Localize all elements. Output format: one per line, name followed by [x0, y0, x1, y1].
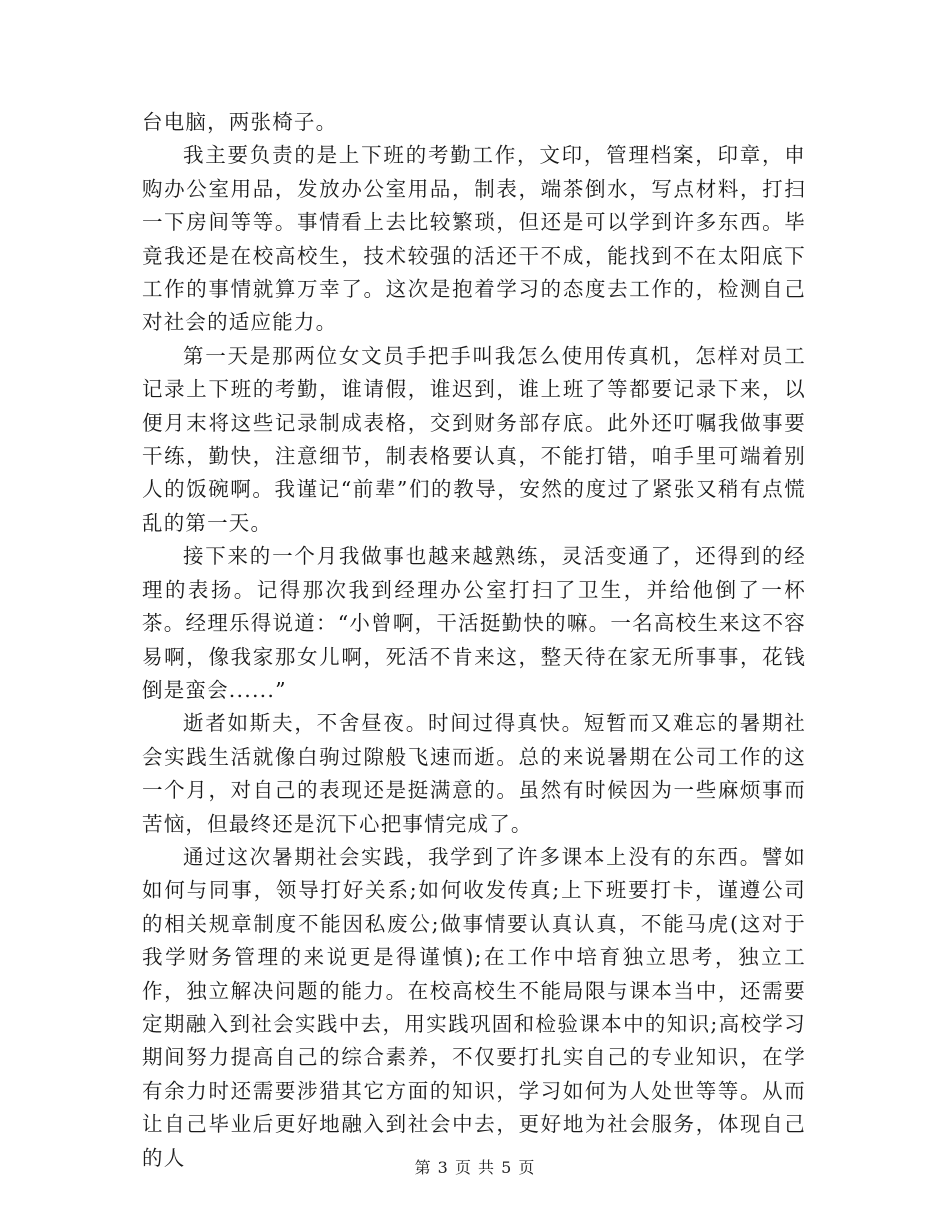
page-number-footer: 第 3 页 共 5 页 [414, 1158, 536, 1177]
paragraph-4: 接下来的一个月我做事也越来越熟练，灵活变通了，还得到的经理的表扬。记得那次我到经理办公室打扫了卫生，并给他倒了一杯茶。经理乐得说道：“小曾啊，干活挺勤快的嘛。一名高校生来这不容易啊，像我家那女儿啊，死活不肯来这，整天待在家无所事事，花钱倒是蛮会......” [142, 544, 806, 702]
paragraph-6: 通过这次暑期社会实践，我学到了许多课本上没有的东西。譬如如何与同事，领导打好关系;如何收发传真;上下班要打卡，谨遵公司的相关规章制度不能因私废公;做事情要认真认真，不能马虎(这对于我学财务管理的来说更是得谨慎);在工作中培育独立思考，独立工作，独立解决问题的能力。在校高校生不能局限与课本当中，还需要定期融入到社会实践中去，用实践巩固和检验课本中的知识;高校学习期间努力提高自己的综合素养，不仅要打扎实自己的专业知识，在学有余力时还需要涉猎其它方面的知识，学习如何为人处世等等。从而让自己毕业后更好地融入到社会中去，更好地为社会服务，体现自己的人 [142, 844, 806, 1170]
paragraph-1: 台电脑，两张椅子。 [142, 110, 338, 134]
document-body [142, 106, 806, 1175]
paragraph-2: 我主要负责的是上下班的考勤工作，文印，管理档案，印章，申购办公室用品，发放办公室用品，制表，端茶倒水，写点材料，打扫一下房间等等。事情看上去比较繁琐，但还是可以学到许多东西。毕竟我还是在校高校生，技术较强的活还干不成，能找到不在太阳底下工作的事情就算万幸了。这次是抱着学习的态度去工作的，检测自己对社会的适应能力。 [142, 143, 806, 335]
paragraph-5: 逝者如斯夫，不舍昼夜。时间过得真快。短暂而又难忘的暑期社会实践生活就像白驹过隙般飞速而逝。总的来说暑期在公司工作的这一个月，对自己的表现还是挺满意的。虽然有时候因为一些麻烦事而苦恼，但最终还是沉下心把事情完成了。 [142, 711, 806, 836]
paragraph-3: 第一天是那两位女文员手把手叫我怎么使用传真机，怎样对员工记录上下班的考勤，谁请假，谁迟到，谁上班了等都要记录下来，以便月末将这些记录制成表格，交到财务部存底。此外还叮嘱我做事要干练，勤快，注意细节，制表格要认真，不能打错，咱手里可端着别人的饭碗啊。我谨记“前辈”们的教导，安然的度过了紧张又稍有点慌乱的第一天。 [142, 343, 806, 535]
